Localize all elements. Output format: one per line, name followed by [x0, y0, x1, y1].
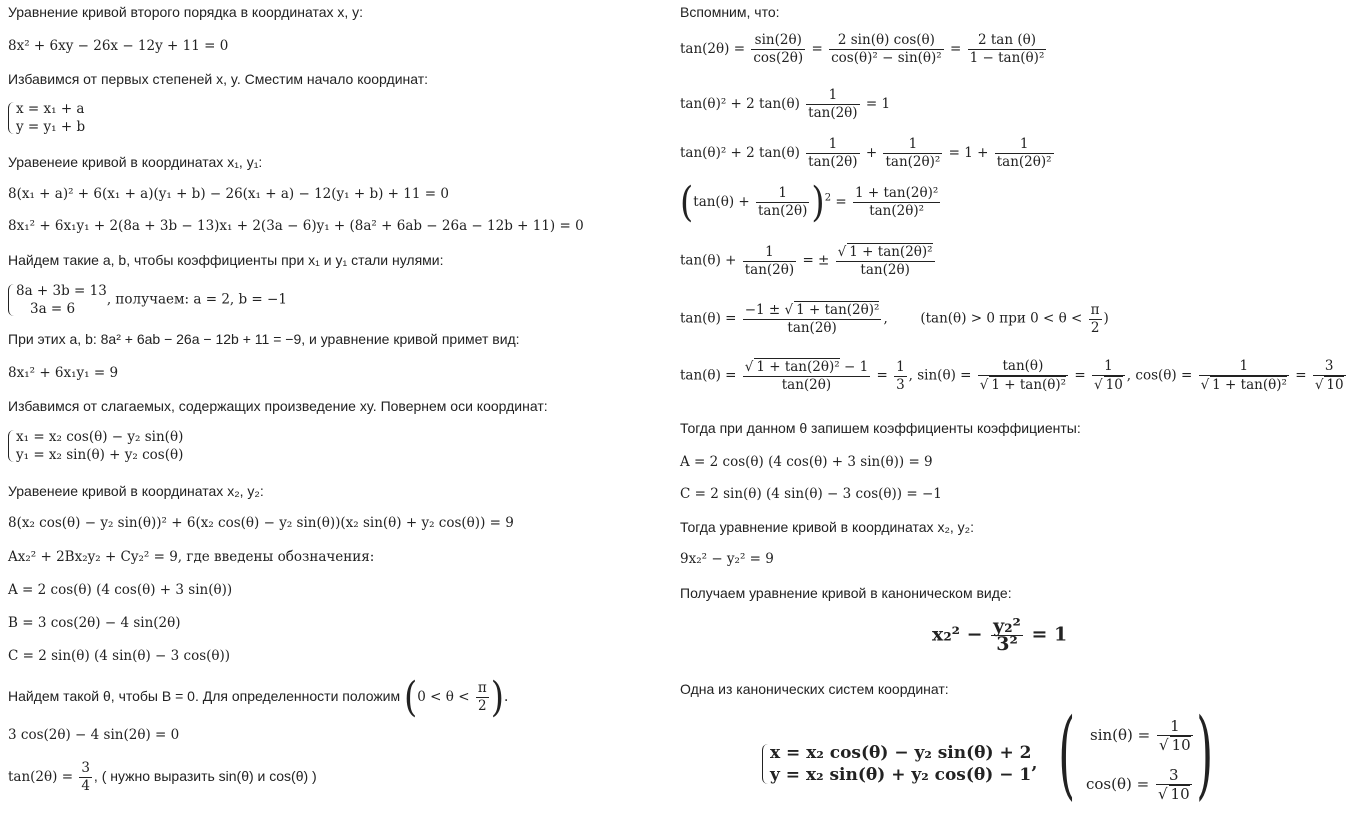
- equation: tan(θ)² + 2 tan(θ) $\frac{1}{\tan(2\theta)}$ = 1: [680, 87, 891, 121]
- equation: 8x₁² + 6x₁y₁ + 2(8a + 3b − 13)x₁ + 2(3a − 6)y₁ + (8a² + 6ab − 26a − 12b + 11) = 0: [8, 218, 584, 234]
- equation: 9x₂² − y₂² = 9: [680, 551, 774, 567]
- equation: tan(θ) = $\frac{\text{−1 ± √ 1 + tan(2θ)²}}{\tan(2\theta)}$ , (tan(θ) > 0 при 0 < θ < $\frac{\pi}{2}$ ): [680, 301, 1109, 336]
- system-row: y = y₁ + b: [16, 119, 86, 135]
- text-span: Найдем такой θ, чтобы B = 0. Для определенности положим: [8, 688, 401, 704]
- system-equation: [8, 428, 183, 464]
- equation: 8x² + 6xy − 26x − 12y + 11 = 0: [8, 38, 229, 54]
- condition: (0 < θ < $\frac{\pi}{2}$ ).: [404, 673, 509, 722]
- text-line: [8, 673, 509, 722]
- text-line: Найдем такие a, b, чтобы коэффициенты при x₁ и y₁ стали нулями:: [8, 252, 444, 268]
- text-line: Вспомним, что:: [680, 4, 780, 20]
- equation: Ax₂² + 2Bx₂y₂ + Cy₂² = 9, где введены обозначения:: [8, 549, 375, 565]
- system-row: y₁ = x₂ sin(θ) + y₂ cos(θ): [16, 447, 184, 463]
- system-row: 3a = 6: [30, 301, 76, 317]
- sin-value: sin(θ) = $\frac{1}{√ 10}$: [1090, 717, 1191, 754]
- canonical-equation: x₂² − $\frac{\text{y₂²}}{\text{3²}}$ = 1: [932, 615, 1068, 655]
- equation: tan(θ) + $\frac{1}{\tan(2\theta)}$ = ± $\frac{\text{√ 1 + tan(2θ)²}}{\tan(2\theta)}$: [680, 243, 933, 278]
- system-equation: [8, 282, 287, 318]
- text-line: Уравенеие кривой в координатах x₁, y₁:: [8, 154, 263, 170]
- equation: B = 3 cos(2θ) − 4 sin(2θ): [8, 615, 181, 631]
- equation: C = 2 sin(θ) (4 sin(θ) − 3 cos(θ)): [8, 648, 231, 664]
- result-text: , получаем: a = 2, b = −1: [106, 291, 287, 308]
- equation: tan(θ) = $\frac{\text{√ 1 + tan(2θ)² − 1}}{\tan(2\theta)}$ = $\frac{1}{3}$ , sin(θ) = $\frac{\tan(\theta)}{\text{√ 1 + tan(θ)²}}$ = $\frac{1}{√ 10}$ , cos(θ) = $\frac{1}{\text{√ 1 + tan(θ)²}}$ = $\frac{3}{√ 10}$: [680, 358, 1344, 393]
- coordinate-system: x = x₂ cos(θ) − y₂ sin(θ) + 2 y = x₂ sin(θ) + y₂ cos(θ) − 1 ,: [762, 742, 1037, 786]
- cos-value: cos(θ) = $\frac{3}{√ 10}$: [1086, 766, 1190, 803]
- equation: 8(x₁ + a)² + 6(x₁ + a)(y₁ + b) − 26(x₁ + a) − 12(y₁ + b) + 11 = 0: [8, 186, 449, 202]
- text-line: Уравенеие кривой в координатах x₂, y₂:: [8, 483, 264, 499]
- equation: A = 2 cos(θ) (4 cos(θ) + 3 sin(θ)): [8, 582, 233, 598]
- system-row: 8a + 3b = 13: [16, 283, 107, 299]
- equation: 8(x₂ cos(θ) − y₂ sin(θ))² + 6(x₂ cos(θ) − y₂ sin(θ))(x₂ sin(θ) + y₂ cos(θ)) = 9: [8, 515, 514, 531]
- system-equation: [8, 100, 85, 136]
- equation: tan(2θ) = $\frac{3}{4}$ , ( нужно выразить sin(θ) и cos(θ) ): [8, 760, 317, 794]
- text-line: Уравнение кривой второго порядка в координатах x, y:: [8, 4, 364, 20]
- equation: tan(2θ) = $\frac{\sin(2\theta)}{\cos(2\theta)}$ = $\frac{2 \sin(\theta) \cos(\theta)}{\text{cos(θ)² − sin(θ)²}}$ = $\frac{2 \tan (\theta)}{\text{1 − tan(θ)²}}$: [680, 32, 1045, 66]
- system-row: x = x₂ cos(θ) − y₂ sin(θ) + 2: [770, 743, 1032, 763]
- equation: 3 cos(2θ) − 4 sin(2θ) = 0: [8, 727, 180, 743]
- text-line: Одна из канонических систем координат:: [680, 681, 949, 697]
- text-line: Избавимся от слагаемых, содержащих произведение xy. Повернем оси координат:: [8, 398, 548, 414]
- text-line: Получаем уравнение кривой в каноническом виде:: [680, 585, 1012, 601]
- system-row: x₁ = x₂ cos(θ) − y₂ sin(θ): [16, 429, 184, 445]
- equation: tan(θ)² + 2 tan(θ) $\frac{1}{\tan(2\theta)}$ + $\frac{1}{\text{tan(2θ)²}}$ = 1 + $\frac{1}{\text{tan(2θ)²}}$: [680, 136, 1052, 170]
- text-line: Тогда уравнение кривой в координатах x₂, y₂:: [680, 519, 974, 535]
- system-row: x = x₁ + a: [16, 101, 85, 117]
- text-line: Тогда при данном θ запишем коэффициенты коэффициенты:: [680, 420, 1081, 436]
- text-line: Избавимся от первых степеней x, y. Сместим начало координат:: [8, 71, 429, 87]
- equation: A = 2 cos(θ) (4 cos(θ) + 3 sin(θ)) = 9: [680, 454, 933, 470]
- system-row: y = x₂ sin(θ) + y₂ cos(θ) − 1: [770, 765, 1032, 785]
- equation: (tan(θ) + $\frac{1}{\tan(2\theta)}$ )$^2$ = $\frac{\text{1 + tan(2θ)²}}{\text{tan(2θ)²}}$: [680, 178, 939, 227]
- equation: C = 2 sin(θ) (4 sin(θ) − 3 cos(θ)) = −1: [680, 486, 942, 502]
- equation: 8x₁² + 6x₁y₁ = 9: [8, 365, 119, 381]
- text-line: При этих a, b: 8a² + 6ab − 26a − 12b + 11 = −9, и уравнение кривой примет вид:: [8, 331, 520, 347]
- angle-values: ( sin(θ) = $\frac{1}{√ 10}$ cos(θ) = $\frac{3}{√ 10}$ ): [1058, 698, 1214, 810]
